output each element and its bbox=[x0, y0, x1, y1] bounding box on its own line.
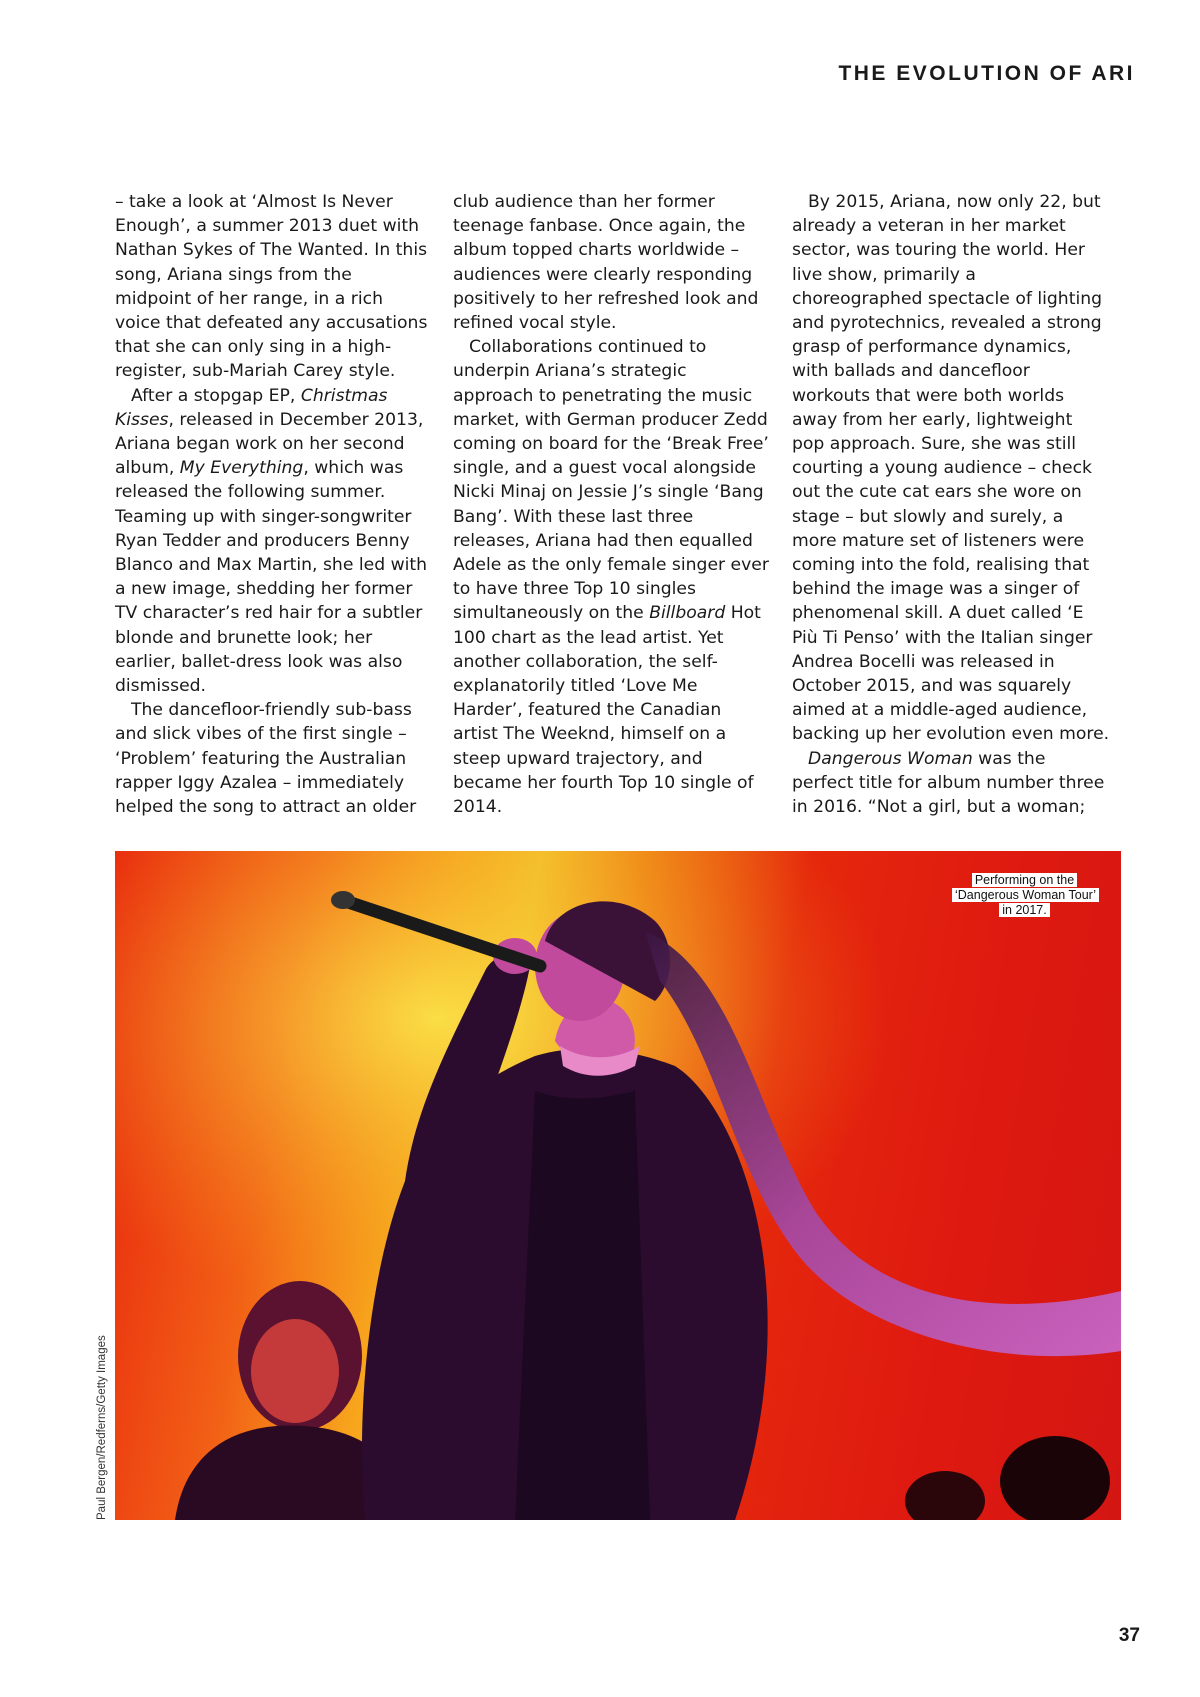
italic-title: Christmas Kisses bbox=[115, 385, 388, 430]
paragraph bbox=[792, 190, 1110, 747]
photo-caption: Performing on the ‘Dangerous Woman Tour’ in 2017. bbox=[952, 873, 1097, 918]
paragraph bbox=[115, 384, 433, 699]
text-run: Collaborations continued to underpin Ariana’s strategic approach to penetrating the music market, with German producer Zedd coming on board for the ‘Break Free’ single, and a guest vocal alongside Nicki Minaj on Jessie J’s single ‘Bang Bang’. With these last three releases, Ariana had then equalled Adele as the only female singer ever to have three Top 10 singles simultaneously on the bbox=[453, 337, 769, 624]
paragraph bbox=[453, 335, 771, 819]
text-run: , released in December 2013, Ariana began work on her second album, bbox=[115, 409, 424, 479]
paragraph bbox=[115, 698, 433, 819]
article-column-1 bbox=[115, 190, 433, 819]
article-column-3 bbox=[792, 190, 1110, 819]
running-header: THE EVOLUTION OF ARI bbox=[838, 62, 1135, 85]
page-number: 37 bbox=[1118, 1625, 1140, 1646]
paragraph bbox=[792, 747, 1110, 820]
text-run: – take a look at ‘Almost Is Never Enough’, a summer 2013 duet with Nathan Sykes of The Wanted. In this song, Ariana sings from the midpoint of her range, in a rich voice that defeated any accusations that she can only sing in a high-register, sub-Mariah Carey style. bbox=[115, 192, 428, 382]
text-run: was the perfect title for album number three in 2016. “Not a girl, but a woman; bbox=[792, 748, 1105, 818]
text-run: By 2015, Ariana, now only 22, but already a veteran in her market sector, was touring the world. Her live show, primarily a choreographed spectacle of lighting and pyrotechnics, revealed a strong grasp of performance dynamics, with ballads and dancefloor workouts that were both worlds away from her early, lightweight pop approach. Sure, she was still courting a young audience – check out the cute cat ears she wore on stage – but slowly and surely, a more mature set of listeners were coming into the fold, realising that behind the image was a singer of phenomenal skill. A duet called ‘E Più Ti Penso’ with the Italian singer Andrea Bocelli was released in October 2015, and was squarely aimed at a middle-aged audience, backing up her evolution even more. bbox=[792, 192, 1110, 745]
paragraph bbox=[453, 190, 771, 335]
text-run: After a stopgap EP, bbox=[131, 385, 301, 406]
concert-photo bbox=[115, 851, 1121, 1520]
text-run: club audience than her former teenage fanbase. Once again, the album topped charts worldwide – audiences were clearly responding positively to her refreshed look and refined vocal style. bbox=[453, 192, 759, 334]
text-run: Hot 100 chart as the lead artist. Yet another collaboration, the self-explanatorily titled ‘Love Me Harder’, featured the Canadian artist The Weeknd, himself on a steep upward trajectory, and became her fourth Top 10 single of 2014. bbox=[453, 603, 761, 818]
paragraph bbox=[115, 190, 433, 384]
italic-title: My Everything bbox=[179, 458, 304, 479]
photo-credit: Paul Bergen/Redferns/Getty Images bbox=[96, 1335, 108, 1520]
text-run: The dancefloor-friendly sub-bass and slick vibes of the first single – ‘Problem’ featuring the Australian rapper Iggy Azalea – immediately helped the song to attract an older bbox=[115, 700, 417, 818]
text-run: , which was released the following summer. Teaming up with singer-songwriter Ryan Tedder and producers Benny Blanco and Max Martin, she led with a new image, shedding her former TV character’s red hair for a subtler blonde and brunette look; her earlier, ballet-dress look was also dismissed. bbox=[115, 458, 428, 697]
italic-title: Dangerous Woman bbox=[808, 748, 973, 769]
article-column-2 bbox=[453, 190, 771, 819]
italic-title: Billboard bbox=[649, 603, 726, 624]
